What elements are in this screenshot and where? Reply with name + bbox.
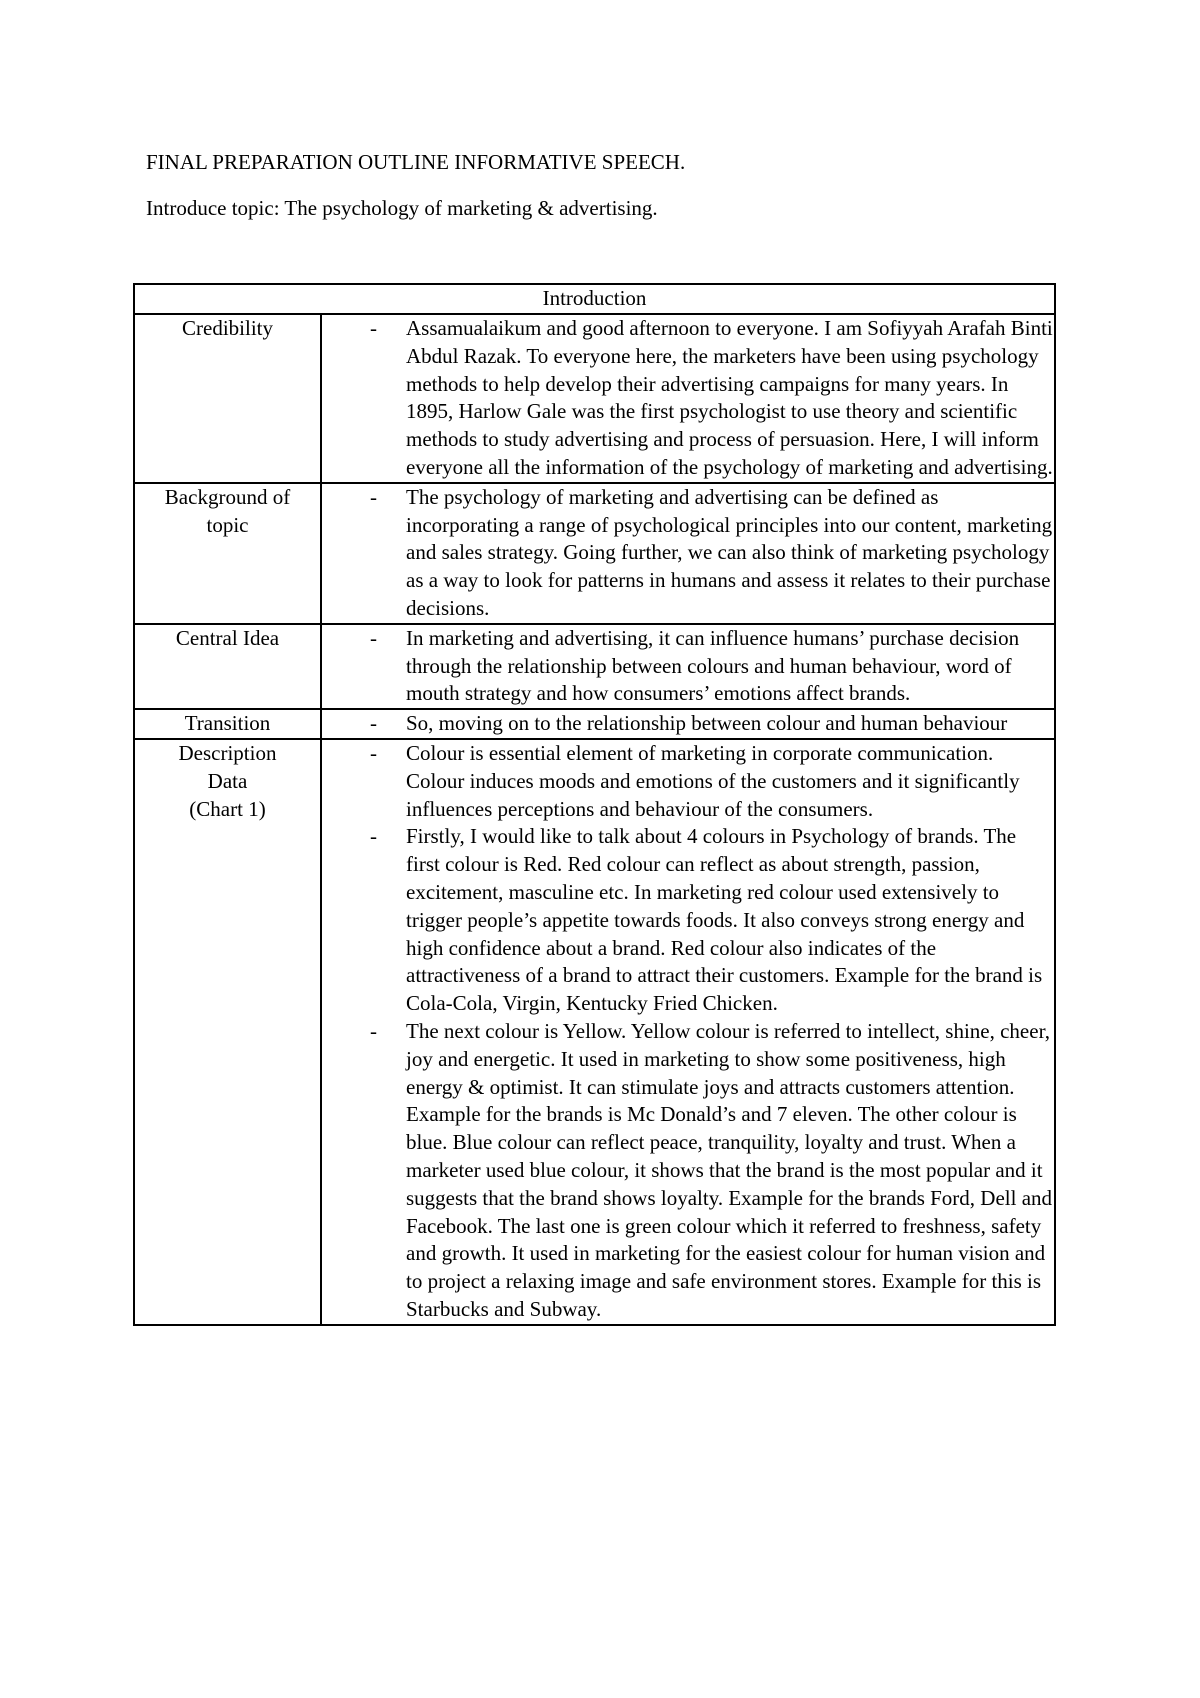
document-title: FINAL PREPARATION OUTLINE INFORMATIVE SPEECH. bbox=[146, 150, 686, 174]
row-content bbox=[321, 314, 1055, 483]
row-label-background bbox=[134, 483, 321, 624]
row-label-line: Transition bbox=[184, 711, 271, 736]
row-label-line: Description bbox=[178, 740, 277, 765]
table-row bbox=[134, 624, 1055, 709]
bullet-dash: - bbox=[370, 740, 377, 765]
bullet-item bbox=[322, 315, 1054, 482]
row-label-line: Data bbox=[207, 768, 248, 793]
row-content bbox=[321, 483, 1055, 624]
row-label-line: Central Idea bbox=[175, 625, 280, 650]
table-row bbox=[134, 709, 1055, 739]
table-row bbox=[134, 739, 1055, 1325]
bullet-dash: - bbox=[370, 824, 377, 849]
row-label-transition bbox=[134, 709, 321, 739]
bullet-text: In marketing and advertising, it can influence humans’ purchase decision through the relationship between colours and human behaviour, word of mouth strategy and how consumers’ emotions affect brands. bbox=[406, 625, 1020, 706]
bullet-dash: - bbox=[370, 711, 377, 736]
bullet-item bbox=[322, 710, 1054, 738]
row-label-line: Credibility bbox=[182, 316, 273, 340]
bullet-dash: - bbox=[370, 316, 377, 340]
row-label-description-data bbox=[134, 739, 321, 1325]
outline-table bbox=[133, 283, 1056, 1326]
bullet-text: Firstly, I would like to talk about 4 colours in Psychology of brands. The first colour is Red. Red colour can reflect as about strength, passion, excitement, masculine etc. In marketing red colour used extensively to trigger people’s appetite towards foods. It also conveys strong energy and high confidence about a brand. Red colour also indicates of the attractiveness of a brand to attract their customers. Example for the brand is Cola-Cola, Virgin, Kentucky Fried Chicken. bbox=[406, 824, 1043, 1016]
bullet-dash: - bbox=[370, 484, 377, 509]
bullet-text: The psychology of marketing and advertising can be defined as incorporating a range of psychological principles into our content, marketing and sales strategy. Going further, we can also think of marketing psychology as a way to look for patterns in humans and assess it relates to their purchase decisions. bbox=[406, 484, 1053, 620]
bullet-item bbox=[322, 484, 1054, 623]
row-content bbox=[321, 709, 1055, 739]
row-label-central-idea bbox=[134, 624, 321, 709]
table-row bbox=[134, 314, 1055, 483]
bullet-item bbox=[322, 1018, 1054, 1324]
row-label-line: topic bbox=[206, 512, 249, 537]
row-label-line: Background of bbox=[164, 484, 291, 509]
table-header-row bbox=[134, 284, 1055, 314]
row-content bbox=[321, 739, 1055, 1325]
row-label-credibility bbox=[134, 314, 321, 483]
bullet-item bbox=[322, 823, 1054, 1018]
table-header: Introduction bbox=[134, 284, 1055, 314]
bullet-dash: - bbox=[370, 625, 377, 650]
row-content bbox=[321, 624, 1055, 709]
bullet-text: Colour is essential element of marketing in corporate communication. Colour induces moods and emotions of the customers and it significantly influences perceptions and behaviour of the consumers. bbox=[406, 740, 1020, 821]
bullet-item bbox=[322, 625, 1054, 708]
bullet-text: Assamualaikum and good afternoon to everyone. I am Sofiyyah Arafah Binti Abdul Razak. To everyone here, the marketers have been using psychology methods to help develop their advertising campaigns for many years. In 1895, Harlow Gale was the first psychologist to use theory and scientific methods to study advertising and process of persuasion. Here, I will inform everyone all the information of the psychology of marketing and advertising. bbox=[406, 316, 1053, 479]
bullet-dash: - bbox=[370, 1018, 377, 1043]
intro-topic: Introduce topic: The psychology of marketing & advertising. bbox=[146, 196, 658, 220]
bullet-item bbox=[322, 740, 1054, 823]
bullet-text: The next colour is Yellow. Yellow colour is referred to intellect, shine, cheer, joy and energetic. It used in marketing to show some positiveness, high energy & optimist. It can stimulate joys and attracts customers attention. Example for the brands is Mc Donald’s and 7 eleven. The other colour is blue. Blue colour can reflect peace, tranquility, loyalty and trust. When a marketer used blue colour, it shows that the brand is the most popular and it suggests that the brand shows loyalty. Example for the brands Ford, Dell and Facebook. The last one is green colour which it referred to freshness, safety and growth. It used in marketing for the easiest colour for human vision and to project a relaxing image and safe environment stores. Example for this is Starbucks and Subway. bbox=[406, 1018, 1053, 1321]
bullet-text: So, moving on to the relationship between colour and human behaviour bbox=[406, 711, 1008, 736]
table-row bbox=[134, 483, 1055, 624]
row-label-line: (Chart 1) bbox=[189, 796, 266, 821]
